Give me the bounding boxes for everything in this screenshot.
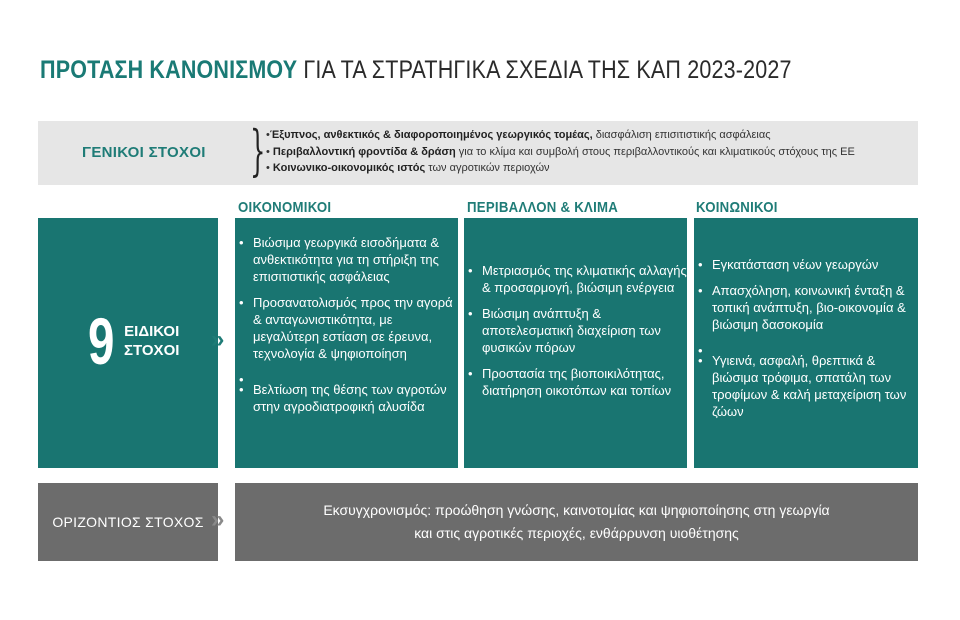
- list-item: • Μετριασμός της κλιματικής αλλαγής & προσαρμογή, βιώσιμη ενέργεια: [464, 262, 687, 296]
- horizontal-objective-line: Εκσυγχρονισμός: προώθηση γνώσης, καινοτομίας και ψηφιοποίησης στη γεωργία: [323, 502, 830, 518]
- chevron-right-icon: »: [211, 326, 220, 353]
- page-title: [40, 56, 792, 85]
- title-strong: ΠΡΟΤΑΣΗ ΚΑΝΟΝΙΣΜΟΥ: [40, 56, 298, 84]
- brace-icon: }: [250, 119, 266, 182]
- list-item: • Βιώσιμα γεωργικά εισοδήματα & ανθεκτικότητα για τη στήριξη της επισιτιστικής ασφάλειας: [235, 234, 458, 285]
- general-objective-item: • Περιβαλλοντική φροντίδα & δράση για το κλίμα και συμβολή στους περιβαλλοντικούς και κλιματικούς στόχους της ΕΕ: [266, 145, 855, 158]
- chevron-right-icon: »: [211, 506, 220, 533]
- column-header-environment: ΠΕΡΙΒΑΛΛΟΝ & ΚΛΙΜΑ: [467, 199, 619, 216]
- column-header-economic: ΟΙΚΟΝΟΜΙΚΟΙ: [238, 199, 332, 216]
- horizontal-objective-line: και στις αγροτικές περιοχές, ενθάρρυνση υιοθέτησης: [414, 525, 739, 541]
- list-item: • Απασχόληση, κοινωνική ένταξη & τοπική ανάπτυξη, βιο-οικονομία & βιώσιμη δασοκομία: [694, 282, 918, 333]
- horizontal-objective-label: ΟΡΙΖΟΝΤΙΟΣ ΣΤΟΧΟΣ: [38, 483, 218, 561]
- specific-objectives-number: 9: [88, 304, 115, 378]
- general-objective-item: •Έξυπνος, ανθεκτικός & διαφοροποιημένος γεωργικός τομέας, διασφάλιση επισιτιστικής ασφάλειας: [266, 129, 771, 141]
- title-rest: ΓΙΑ ΤΑ ΣΤΡΑΤΗΓΙΚΑ ΣΧΕΔΙΑ ΤΗΣ ΚΑΠ 2023-2027: [297, 56, 792, 84]
- list-item: • Υγιεινά, ασφαλή, θρεπτικά & βιώσιμα τρόφιμα, σπατάλη των τροφίμων & καλή μεταχείριση των ζώων: [694, 352, 918, 420]
- list-item-empty: [235, 371, 458, 381]
- column-header-social: ΚΟΙΝΩΝΙΚΟΙ: [696, 199, 778, 216]
- list-item: • Βελτίωση της θέσης των αγροτών στην αγροδιατροφική αλυσίδα: [235, 381, 458, 415]
- column-social: [694, 218, 918, 468]
- column-economic: [235, 218, 458, 468]
- horizontal-objective-description: [235, 483, 918, 561]
- general-objectives-list: [266, 127, 855, 177]
- list-item: • Προσανατολισμός προς την αγορά & ανταγωνιστικότητα, με μεγαλύτερη εστίαση σε έρευνα, τεχνολογία & ψηφιοποίηση: [235, 294, 458, 362]
- specific-objectives-box: [38, 218, 218, 468]
- general-objectives-label: ΓΕΝΙΚΟΙ ΣΤΟΧΟΙ: [82, 144, 206, 161]
- general-objective-item: • Κοινωνικο-οικονομικός ιστός των αγροτικών περιοχών: [266, 162, 550, 174]
- list-item: • Βιώσιμη ανάπτυξη & αποτελεσματική διαχείριση των φυσικών πόρων: [464, 305, 687, 356]
- list-item: • Προστασία της βιοποικιλότητας, διατήρηση οικοτόπων και τοπίων: [464, 365, 687, 399]
- general-objectives-box: [38, 121, 918, 185]
- specific-objectives-label: ΕΙΔΙΚΟΙ ΣΤΟΧΟΙ: [124, 323, 180, 359]
- list-item: • Εγκατάσταση νέων γεωργών: [694, 256, 918, 273]
- list-item-empty: [694, 342, 918, 352]
- column-environment: [464, 218, 687, 468]
